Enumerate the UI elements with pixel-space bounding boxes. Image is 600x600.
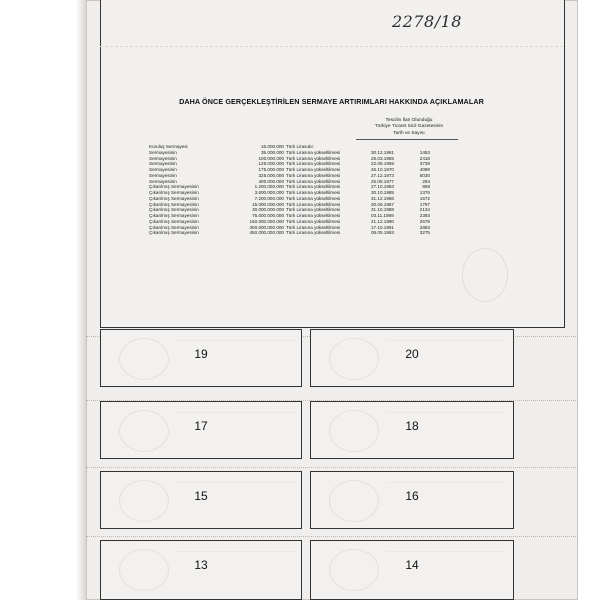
history-amount: 30.000.000.000: [252, 207, 284, 213]
coupon-13: [100, 540, 302, 600]
coupon-18: [310, 401, 514, 459]
history-number: 2393: [419, 213, 430, 218]
coupon-15: [100, 471, 302, 529]
coupon-14: [310, 540, 514, 600]
history-description: Türk Lirasına yükseltilmesi: [286, 167, 341, 172]
history-amount: 16.000.000: [261, 144, 284, 149]
coupon-watermark: [387, 482, 505, 483]
history-label: Çıkarılmış Sermayesinin: [149, 207, 199, 213]
history-description: Türk Lirasına yükseltilmesi: [286, 149, 341, 155]
history-amount: 15.000.000.000: [252, 201, 284, 207]
history-date: 30.12.1961: [371, 149, 394, 155]
coupon-watermark: [177, 412, 295, 413]
history-amount: 325.000.000: [258, 172, 284, 178]
history-date: 30.06.1987: [371, 201, 394, 207]
history-description: Türk Lirasına yükseltilmesi: [286, 184, 341, 190]
history-description: Türk Lirasına yükseltilmesi: [286, 213, 341, 218]
coupon-number: 15: [194, 489, 208, 503]
coupon-19: [100, 329, 302, 387]
registration-header-line: Tarih ve Sayısı: [393, 130, 425, 136]
history-label: Çıkarılmış Sermayesinin: [149, 190, 199, 195]
history-description: Türk Lirasıdır.: [286, 144, 315, 149]
coupon-number: 14: [405, 558, 419, 572]
history-label: Sermayesinin: [149, 155, 177, 161]
history-label: Sermayesinin: [149, 172, 177, 178]
history-label: Sermayesinin: [149, 167, 177, 172]
history-date: 17.10.1991: [371, 224, 394, 230]
history-description: Türk Lirasına yükseltilmesi: [286, 224, 341, 230]
history-description: Türk Lirasına yükseltilmesi: [286, 155, 341, 161]
history-amount: 150.000.000.000: [249, 218, 284, 224]
history-amount: 100.000.000: [258, 155, 284, 161]
handwritten-note: 2278/18: [392, 12, 462, 31]
history-description: Türk Lirasına yükseltilmesi: [286, 161, 341, 167]
coupon-16: [310, 471, 514, 529]
history-label: Sermayesinin: [149, 149, 177, 155]
history-amount: 175.000.000: [258, 167, 284, 172]
history-label: Sermayesinin: [149, 178, 177, 184]
registration-header: [354, 118, 464, 137]
history-description: Türk Lirasına yükseltilmesi: [286, 178, 341, 184]
history-amount: 3.600.000.000: [254, 190, 284, 195]
history-label: Kuruluş Sermayesi: [149, 144, 188, 149]
faded-seal: [462, 248, 508, 302]
history-date: 06.05.1993: [371, 230, 394, 236]
paper-edge: [76, 0, 86, 600]
history-date: 27.10.1983: [371, 184, 394, 190]
coupon-number: 20: [405, 347, 419, 361]
history-number: 3275: [419, 230, 430, 236]
history-number: 2883: [419, 224, 430, 230]
history-description: Türk Lirasına yükseltilmesi: [286, 172, 341, 178]
coupon-watermark: [177, 551, 295, 552]
history-row: [149, 230, 449, 236]
coupon-watermark: [387, 412, 505, 413]
history-date: 27.12.1973: [371, 172, 394, 178]
coupon-17: [100, 401, 302, 459]
history-amount: 75.000.000.000: [252, 213, 284, 218]
history-label: Çıkarılmış Sermayesinin: [149, 218, 199, 224]
coupon-watermark: [177, 482, 295, 483]
history-amount: 300.000.000.000: [249, 224, 284, 230]
history-amount: 7.200.000.000: [254, 195, 284, 201]
history-amount: 400.000.000: [258, 178, 284, 184]
history-description: Türk Lirasına yükseltilmesi: [286, 190, 341, 195]
coupon-number: 18: [405, 419, 419, 433]
history-number: 1376: [419, 190, 430, 195]
history-number: 2678: [419, 218, 430, 224]
history-label: Çıkarılmış Sermayesinin: [149, 213, 199, 218]
faded-rule: [100, 46, 563, 47]
history-label: Çıkarılmış Sermayesinin: [149, 195, 199, 201]
page-title: DAHA ÖNCE GERÇEKLEŞTİRİLEN SERMAYE ARTIRIMLARI HAKKINDA AÇIKLAMALAR: [179, 97, 484, 106]
capital-history-table: [149, 144, 449, 236]
history-label: Çıkarılmış Sermayesinin: [149, 224, 199, 230]
history-amount: 1.200.000.000: [254, 184, 284, 190]
history-description: Türk Lirasına yükseltilmesi: [286, 195, 341, 201]
coupon-number: 16: [405, 489, 419, 503]
history-number: 1453: [419, 149, 430, 155]
coupon-20: [310, 329, 514, 387]
history-label: Çıkarılmış Sermayesinin: [149, 201, 199, 207]
history-date: 25.03.1965: [371, 155, 394, 161]
history-number: 1672: [419, 195, 430, 201]
history-date: 31.12.1986: [371, 195, 394, 201]
history-number: 2134: [419, 207, 430, 213]
coupon-number: 19: [194, 347, 208, 361]
history-label: Çıkarılmış Sermayesinin: [149, 230, 199, 236]
perforation-line: [86, 467, 578, 468]
history-date: 03.11.1989: [371, 213, 394, 218]
history-label: Sermayesinin: [149, 161, 177, 167]
coupon-watermark: [387, 340, 505, 341]
history-description: Türk Lirasına yükseltilmesi: [286, 230, 341, 236]
history-description: Türk Lirasına yükseltilmesi: [286, 207, 341, 213]
history-date: 26.10.1970: [371, 167, 394, 172]
registration-header-line: Türkiye Ticaret Sicil Gazetesinin: [374, 124, 444, 130]
history-number: 868: [422, 184, 430, 190]
history-number: 3738: [419, 161, 430, 167]
history-date: 21.12.1990: [371, 218, 394, 224]
coupon-watermark: [177, 340, 295, 341]
history-number: 2418: [419, 155, 430, 161]
history-amount: 35.000.000: [261, 149, 284, 155]
history-number: 294: [422, 178, 430, 184]
history-description: Türk Lirasına yükseltilmesi: [286, 201, 341, 207]
coupon-watermark: [387, 551, 505, 552]
history-date: 22.08.1969: [371, 161, 394, 167]
history-date: 25.08.1977: [371, 178, 394, 184]
history-number: 5030: [419, 172, 430, 178]
history-amount: 450.000.000.000: [249, 230, 284, 236]
perforation-line: [86, 536, 578, 537]
history-date: 30.10.1985: [371, 190, 394, 195]
history-date: 31.10.1988: [371, 207, 394, 213]
coupon-number: 17: [194, 419, 208, 433]
history-number: 1797: [419, 201, 430, 207]
history-label: Çıkarılmış Sermayesinin: [149, 184, 199, 190]
history-amount: 125.000.000: [258, 161, 284, 167]
history-description: Türk Lirasına yükseltilmesi: [286, 218, 341, 224]
registration-header-rule: [356, 139, 458, 140]
history-number: 4089: [419, 167, 430, 172]
coupon-number: 13: [194, 558, 208, 572]
registration-header-line: Tescilin İlan Olunduğu: [385, 118, 433, 123]
